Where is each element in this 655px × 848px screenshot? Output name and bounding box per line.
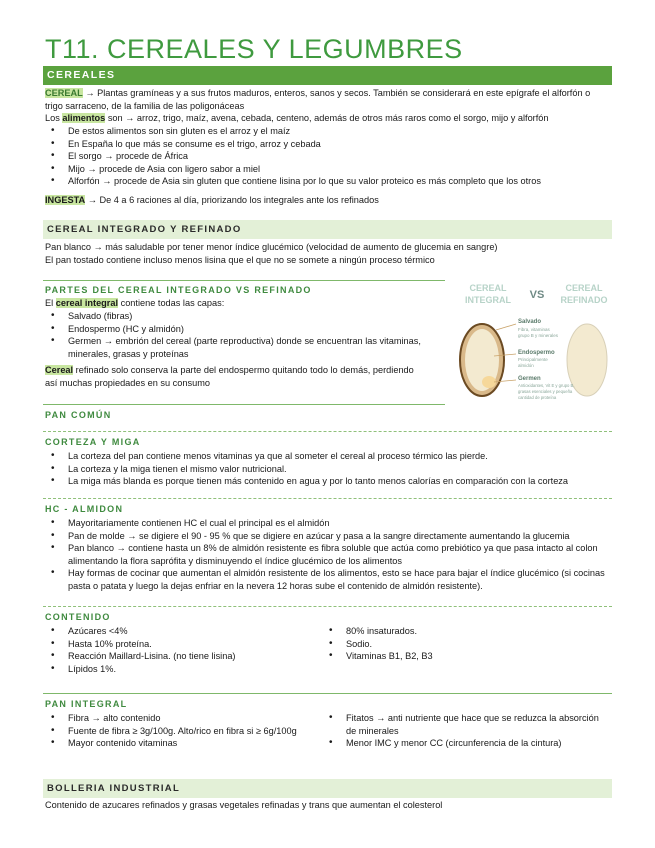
- integrado-line-1: Pan blanco → más saludable por tener menor índice glucémico (velocidad de aumento de glucemia en sangre): [45, 242, 498, 252]
- list-item: • Endospermo (HC y almidón): [45, 323, 450, 336]
- partes-list: [45, 310, 450, 360]
- list-item: • Pan blanco → contiene hasta un 8% de almidón resistente es fibra soluble que actúa como prebiótico ya que pasa intacto al colon alimentando la flora saprófita y disminuyendo el índice glucémico de los alimentos: [45, 542, 612, 567]
- list-item: • De estos alimentos son sin gluten es el arroz y el maíz: [45, 125, 612, 138]
- list-item: • Hay formas de cocinar que aumentan el almidón resistente de los alimentos, esto se hace para bajar el índice glucémico (si cocinas pasta o patata y luego la dejas enfriar en la nevera 12 horas sube el contenido de almidón resistente).: [45, 567, 612, 592]
- section-header-partes: PARTES DEL CEREAL INTEGRADO VS REFINADO: [45, 285, 312, 295]
- diagram-endospermo-desc-1: Principalmente: [518, 357, 548, 362]
- diagram-endospermo-desc-2: almidón: [518, 363, 534, 368]
- section-header-corteza: CORTEZA Y MIGA: [45, 437, 141, 447]
- bolleria-text: Contenido de azucares refinados y grasas vegetales refinadas y trans que aumentan el colesterol: [45, 800, 443, 810]
- list-item: • Salvado (fibras): [45, 310, 450, 323]
- cereal-definition: [45, 87, 590, 112]
- integral-grain-icon: [460, 324, 504, 396]
- integrado-line-2: El pan tostado contiene incluso menos lisina que el que no se somete a ningún proceso térmico: [45, 255, 435, 265]
- divider: [43, 498, 612, 499]
- list-item: • Hasta 10% proteína.: [45, 638, 315, 651]
- list-item: • La miga más blanda es porque tienen más contenido en agua y por lo tanto menos calorías en comparación con la corteza: [45, 475, 612, 488]
- contenido-list-left: [45, 625, 315, 675]
- list-item: • Mayoritariamente contienen HC el cual el principal es el almidón: [45, 517, 612, 530]
- partes-intro-pre: El: [45, 298, 56, 308]
- alimentos-line: [45, 112, 549, 125]
- alimentos-term: alimentos: [62, 113, 106, 123]
- divider: [43, 606, 612, 607]
- alimentos-pre: Los: [45, 113, 63, 123]
- cereal-refinado-term: Cereal: [45, 365, 74, 375]
- contenido-list-right: [323, 625, 608, 663]
- list-item: • Fuente de fibra ≥ 3g/100g. Alto/rico en fibra si ≥ 6g/100g: [45, 725, 315, 738]
- cereal-diagram: [456, 278, 612, 406]
- diagram-salvado-desc-1: Fibra, vitaminas: [518, 327, 550, 332]
- list-item: • La corteza y la miga tienen el mismo valor nutricional.: [45, 463, 612, 476]
- section-header-cereales: CEREALES: [43, 66, 612, 85]
- divider: [43, 693, 612, 694]
- diagram-vs: VS: [529, 289, 545, 301]
- ingesta-line: [45, 194, 379, 207]
- diagram-germen-desc-2: grasas esenciales y pequeña: [518, 389, 573, 394]
- list-item: • 80% insaturados.: [323, 625, 608, 638]
- refinado-text-2: así muchas propiedades en su consumo: [45, 377, 210, 388]
- diagram-germen-desc-1: Antioxidantes, Vit E y grupo B,: [518, 383, 575, 388]
- list-item: • Pan de molde → se digiere el 90 - 95 % que se digiere en azúcar y pasa a la sangre directamente aumentando la glucemia: [45, 530, 612, 543]
- cereal-def-1: → Plantas gramíneas y a sus frutos maduros, enteros, sanos y secos. También se considerará en este epígrafe el alforfón o: [82, 88, 591, 98]
- list-item: • Lípidos 1%.: [45, 663, 315, 676]
- list-item: • Germen → embrión del cereal (parte reproductiva) donde se encuentran las vitaminas, minerales, grasas y proteínas: [45, 335, 450, 360]
- cereal-def-2: trigo sarraceno, de la familia de las poligonáceas: [45, 100, 245, 111]
- hc-list: [45, 517, 612, 593]
- list-item: • El sorgo → procede de África: [45, 150, 612, 163]
- list-item: • Azúcares <4%: [45, 625, 315, 638]
- cereales-list: [45, 125, 612, 188]
- diagram-right-title-2: REFINADO: [560, 295, 608, 305]
- list-item: • Reacción Maillard-Lisina. (no tiene lisina): [45, 650, 315, 663]
- diagram-left-title-2: INTEGRAL: [465, 295, 511, 305]
- diagram-left-title-1: CEREAL: [469, 283, 507, 293]
- divider: [43, 280, 445, 281]
- ingesta-text: → De 4 a 6 raciones al día, priorizando los integrales ante los refinados: [85, 195, 379, 205]
- diagram-germen-desc-3: cantidad de proteína: [518, 395, 557, 400]
- list-item: • En España lo que más se consume es el trigo, arroz y cebada: [45, 138, 612, 151]
- section-header-hc: HC - ALMIDON: [45, 504, 124, 514]
- list-item: • Alforfón → procede de Asia sin gluten que contiene lisina por lo que su valor proteico es más completo que los otros: [45, 175, 612, 188]
- divider: [43, 431, 612, 432]
- alimentos-post: son → arroz, trigo, maíz, avena, cebada, centeno, además de otros más raros como el sorgo, mijo y alforfón: [105, 113, 549, 123]
- divider: [43, 404, 445, 405]
- list-item: • Fitatos → anti nutriente que hace que se reduzca la absorción de minerales: [323, 712, 608, 737]
- list-item: • La corteza del pan contiene menos vitaminas ya que al someter el cereal al proceso térmico las pierde.: [45, 450, 612, 463]
- list-item: • Fibra → alto contenido: [45, 712, 315, 725]
- ingesta-term: INGESTA: [45, 195, 86, 205]
- partes-intro-post: contiene todas las capas:: [118, 298, 225, 308]
- cereal-integral-term: cereal integral: [55, 298, 119, 308]
- list-item: • Menor IMC y menor CC (circunferencia de la cintura): [323, 737, 608, 750]
- list-item: • Sodio.: [323, 638, 608, 651]
- diagram-germen: Germen: [518, 376, 541, 382]
- section-header-contenido: CONTENIDO: [45, 612, 111, 622]
- corteza-list: [45, 450, 612, 488]
- section-header-integrado: CEREAL INTEGRADO Y REFINADO: [43, 220, 612, 239]
- section-header-pan-comun: PAN COMÚN: [45, 410, 112, 420]
- integral-list-left: [45, 712, 315, 750]
- list-item: • Mijo → procede de Asia con ligero sabor a miel: [45, 163, 612, 176]
- list-item: • Mayor contenido vitaminas: [45, 737, 315, 750]
- diagram-salvado: Salvado: [518, 319, 542, 325]
- page-title: T11. CEREALES Y LEGUMBRES: [45, 34, 463, 64]
- diagram-right-title-1: CEREAL: [565, 283, 603, 293]
- section-header-bolleria: BOLLERIA INDUSTRIAL: [43, 779, 612, 798]
- integral-list-right: [323, 712, 608, 750]
- section-header-pan-integral: PAN INTEGRAL: [45, 699, 128, 709]
- diagram-endospermo: Endospermo: [518, 350, 555, 356]
- refinado-text-1: refinado solo conserva la parte del endospermo quitando todo lo demás, perdiendo: [73, 365, 414, 375]
- list-item: • Vitaminas B1, B2, B3: [323, 650, 608, 663]
- partes-intro: [45, 297, 224, 310]
- cereal-term: CEREAL: [45, 88, 83, 98]
- refinado-text: [45, 364, 450, 389]
- diagram-salvado-desc-2: grupo B y minerales: [518, 333, 559, 338]
